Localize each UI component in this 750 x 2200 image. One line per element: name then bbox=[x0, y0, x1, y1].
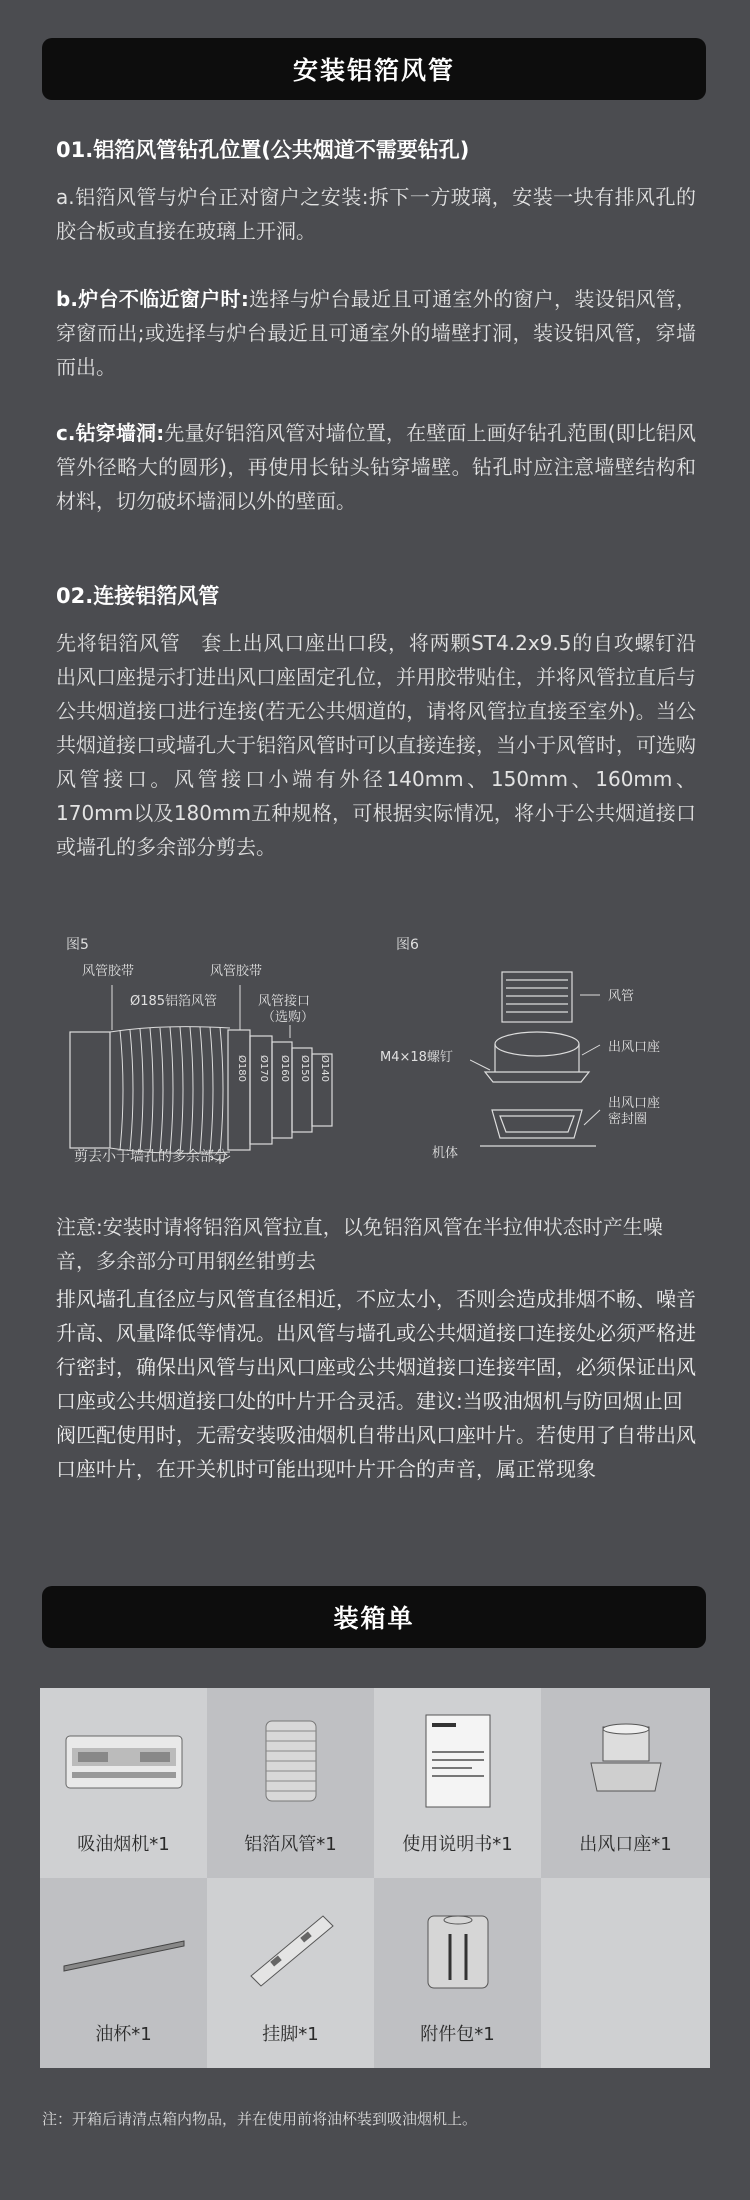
figure6-seal-label-2: 密封圈 bbox=[608, 1112, 648, 1127]
outlet-seat-icon bbox=[581, 1706, 671, 1816]
packing-label: 使用说明书*1 bbox=[402, 1834, 513, 1855]
size-label-180: Ø180 bbox=[236, 1055, 247, 1082]
section-banner-install: 安装铝箔风管 bbox=[42, 38, 706, 100]
packing-label: 出风口座*1 bbox=[579, 1834, 672, 1855]
figure6-outlet-label: 出风口座 bbox=[608, 1040, 661, 1055]
paragraph-c bbox=[56, 416, 696, 518]
figure5-adapter-optional: （选购） bbox=[262, 1010, 315, 1025]
packing-label: 铝箔风管*1 bbox=[244, 1834, 337, 1855]
foil-duct-icon bbox=[256, 1706, 326, 1816]
section-title-drilling: 01.铝箔风管钻孔位置(公共烟道不需要钻孔) bbox=[56, 138, 470, 162]
packing-label: 吸油烟机*1 bbox=[77, 1834, 170, 1855]
paragraph-a bbox=[56, 180, 696, 248]
paragraph-b bbox=[56, 282, 696, 384]
figure5-label: 图5 bbox=[66, 937, 89, 953]
paragraph-connect: 先将铝箔风管 套上出风口座出口段，将两颗ST4.2x9.5的自攻螺钉沿出风口座提示打进出风口座固定孔位，并用胶带贴住，并将风管拉直后与公共烟道接口进行连接(若无公共烟道的，请将风管拉直接至室外)。当公共烟道接口或墙孔大于铝箔风管时可以直接连接，当小于风管时，可选购风管接口。风管接口小端有外径140mm、150mm、160mm、170mm以及180mm五种规格，可根据实际情况，将小于公共烟道接口或墙孔的多余部分剪去。 bbox=[56, 631, 696, 859]
packing-item-manual bbox=[374, 1688, 541, 1878]
note-straighten: 注意:安装时请将铝箔风管拉直，以免铝箔风管在半拉伸状态时产生噪音，多余部分可用钢丝钳剪去 bbox=[56, 1215, 663, 1273]
figure6-duct-label: 风管 bbox=[608, 989, 635, 1004]
figure5-duct-label: Ø185铝箔风管 bbox=[130, 994, 218, 1009]
note-wall-hole: 排风墙孔直径应与风管直径相近，不应太小，否则会造成排烟不畅、噪音升高、风量降低等情况。出风管与墙孔或公共烟道接口连接处必须严格进行密封，确保出风管与出风口座或公共烟道接口连接牢固，必须保证出风口座或公共烟道接口处的叶片开合灵活。建议:当吸油烟机与防回烟止回阀匹配使用时，无需安装吸油烟机自带出风口座叶片。若使用了自带出风口座叶片，在开关机时可能出现叶片开合的声音，属正常现象 bbox=[56, 1287, 696, 1481]
paragraph-c-lead: c.钻穿墙洞: bbox=[56, 421, 165, 445]
figure6-seal-label-1: 出风口座 bbox=[608, 1096, 661, 1111]
paragraph-a-text: 拆下一方玻璃，安装一块有排风孔的胶合板或直接在玻璃上开洞。 bbox=[56, 185, 696, 243]
paragraph-b-lead: b.炉台不临近窗户时: bbox=[56, 287, 249, 311]
figure5-tape-label-2: 风管胶带 bbox=[210, 964, 263, 979]
paragraph-a-lead: a.铝箔风管与炉台正对窗户之安装: bbox=[56, 185, 369, 209]
packing-item-outlet-seat bbox=[541, 1688, 710, 1878]
section-title-connect: 02.连接铝箔风管 bbox=[56, 584, 220, 608]
size-label-150: Ø150 bbox=[299, 1055, 310, 1082]
figure5-duct-diagram bbox=[60, 980, 360, 1170]
figure6-screw-label: M4×18螺钉 bbox=[380, 1050, 453, 1065]
figure6-body-label: 机体 bbox=[432, 1146, 459, 1161]
packing-label: 挂脚*1 bbox=[262, 2024, 319, 2045]
packing-label: 油杯*1 bbox=[95, 2024, 152, 2045]
figure5-adapter-label: 风管接口 bbox=[258, 994, 311, 1009]
accessory-pack-icon bbox=[418, 1896, 498, 2006]
section-banner-packing: 装箱单 bbox=[42, 1586, 706, 1648]
paragraph-c-text: 先量好铝箔风管对墙位置，在壁面上画好钻孔范围(即比铝风管外径略大的圆形)，再使用长钻头钻穿墙壁。钻孔时应注意墙壁结构和材料，切勿破坏墙洞以外的壁面。 bbox=[56, 421, 697, 513]
figure5-cut-note: 剪去小于墙孔的多余部分 bbox=[74, 1149, 228, 1165]
size-label-140: Ø140 bbox=[319, 1055, 330, 1082]
size-label-160: Ø160 bbox=[279, 1055, 290, 1082]
figure6-outlet-diagram bbox=[470, 960, 610, 1180]
packing-list-grid bbox=[40, 1688, 710, 2068]
figure6-label: 图6 bbox=[396, 937, 419, 953]
paragraph-b-text: 选择与炉台最近且可通室外的窗户，装设铝风管，穿窗而出;或选择与炉台最近且可通室外的墙壁打洞，装设铝风管，穿墙而出。 bbox=[56, 287, 696, 379]
packing-item-oil-cup bbox=[40, 1878, 207, 2068]
footnote: 注：开箱后请清点箱内物品，并在使用前将油杯装到吸油烟机上。 bbox=[42, 2110, 478, 2128]
packing-item-accessory-pack bbox=[374, 1878, 541, 2068]
packing-item-bracket bbox=[207, 1878, 374, 2068]
packing-item-range-hood bbox=[40, 1688, 207, 1878]
oil-cup-icon bbox=[59, 1896, 189, 2006]
range-hood-icon bbox=[64, 1706, 184, 1816]
packing-item-foil-duct bbox=[207, 1688, 374, 1878]
manual-icon bbox=[418, 1706, 498, 1816]
bracket-icon bbox=[241, 1896, 341, 2006]
size-label-170: Ø170 bbox=[258, 1055, 269, 1082]
packing-item-empty bbox=[541, 1878, 710, 2068]
packing-label: 附件包*1 bbox=[420, 2024, 495, 2045]
figure5-tape-label-1: 风管胶带 bbox=[82, 964, 135, 979]
